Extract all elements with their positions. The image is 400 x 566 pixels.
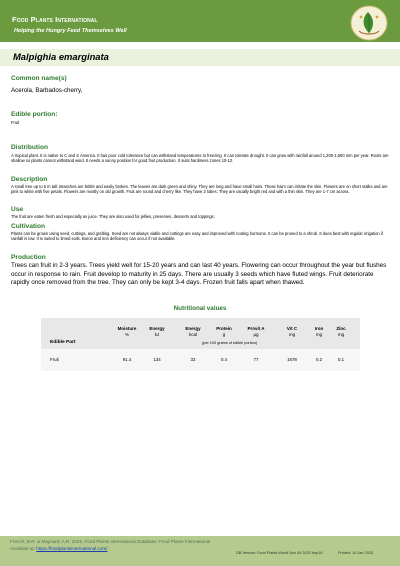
column-header: Energy kJ: [149, 326, 165, 338]
availability-line: [10, 546, 107, 551]
column-header: Moisture %: [117, 326, 137, 338]
description-text: A small tree up to 5 m tall. Branches are brittle and easily broken. The leaves are dark green and shiny. They are long and have small hairs. These hairs can irritate the skin. Flowers are on short stalks and are pink to white with five petals. Flowers are mostly on old growth. Fruit are round and cherry like. They have 3 lobes. They are usually bright red and with a thin skin. They are 1-7 cm across.: [11, 184, 388, 195]
db-version: DB Version: Food Plants World Nov 04 2022 tmp16: [236, 551, 323, 555]
column-header: Energy kcal: [185, 326, 201, 338]
basis-note: (per 100 grams of edible portion): [202, 341, 258, 345]
common-names-heading: Common name(s): [11, 75, 67, 82]
edible-portion-text: Fruit: [11, 120, 20, 125]
availability-prefix: Available at:: [10, 546, 37, 551]
table-cell: 134: [153, 357, 161, 362]
use-heading: Use: [11, 206, 24, 213]
table-cell: 0.2: [315, 357, 323, 362]
distribution-heading: Distribution: [11, 144, 48, 151]
production-text: Trees can fruit in 2-3 years. Trees yield well for 15-20 years and can last 40 years. Flowering can occur throughout the year but flushes occur in response to rain. Fruit develop to maturity in 25 days. There are usually 3 seeds which have fluted wings. Fruit deteriorate rapidly once removed from the tree. They can only be kept 3-4 days. Frozen fruit falls apart when thawed.: [11, 262, 387, 287]
edible-portion-heading: Edible portion:: [11, 111, 58, 118]
table-cell: 32: [190, 357, 196, 362]
column-header: Iron mg: [314, 326, 324, 338]
food-plants-logo-icon: [349, 3, 389, 41]
column-header: Provit A µg: [247, 326, 265, 338]
use-text: The fruit are eaten fresh and especially as juice. They are also used for jellies, preserves, desserts and toppings.: [11, 214, 215, 219]
table-cell: 91.4: [122, 357, 132, 362]
table-cell: 0.1: [337, 357, 345, 362]
table-cell: 1678: [287, 357, 297, 362]
scientific-name: Malpighia emarginata: [13, 51, 109, 62]
table-cell-part: Fruit: [50, 357, 59, 362]
table-cell: 0.4: [220, 357, 228, 362]
nutrition-title: Nutritional values: [173, 305, 227, 312]
org-name: Food Plants International: [12, 15, 98, 24]
website-link[interactable]: https://foodplantsinternational.com/: [36, 546, 108, 551]
cultivation-heading: Cultivation: [11, 223, 46, 230]
edible-part-header: Edible Part: [50, 340, 76, 345]
distribution-text: A tropical plant. It is native to C and S America. It has poor cold tolerance but can withstand temperatures to freezing. It can tolerate drought. It can grow with rainfall around 1,200-1,600 mm per year. Roots are shallow so plants cannot withstand wind. It needs a sunny position for good fruit production. It suits hardiness zones 10-12.: [11, 153, 389, 164]
description-heading: Description: [11, 176, 48, 183]
cultivation-text: Plants can be grown using seed, cuttings, and grafting. Seed are not always viable and cuttings are easy and improved with rooting hormone. It can be pruned to a shrub. It does best with regular irrigation if rainfall is low. It is suited to limed soils. Boron and iron deficiency can occur if not available.: [11, 231, 383, 242]
column-header: Protein g: [216, 326, 232, 338]
tagline: Helping the Hungry Feed Themselves Well: [14, 28, 127, 34]
column-header: Vit C mg: [286, 326, 298, 338]
production-heading: Production: [11, 254, 46, 261]
table-cell: 77: [253, 357, 259, 362]
printed-date: Printed: 10 Jan 2023: [338, 551, 374, 555]
citation: French, B.R. & Maynard, A.R. 2022. Food Plants International Database: Food Plants International: [10, 539, 211, 544]
column-header: Zinc mg: [336, 326, 346, 338]
common-names-text: Acerola, Barbados-cherry,: [11, 87, 83, 94]
